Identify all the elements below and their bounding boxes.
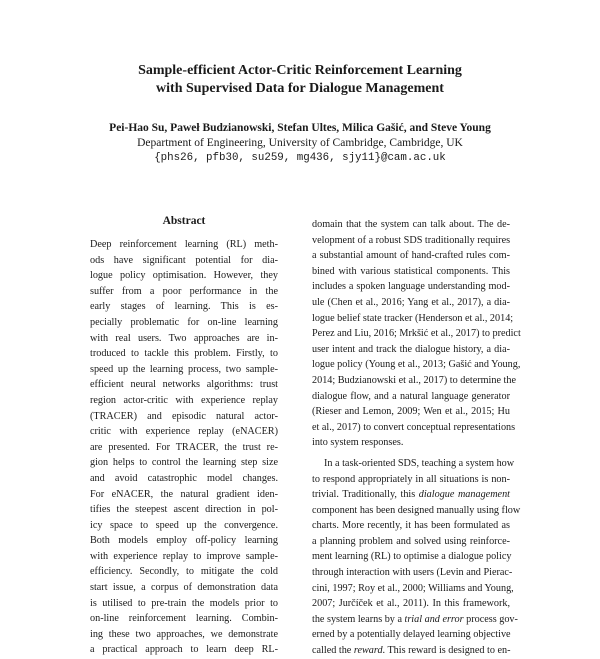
intro-line	[312, 612, 518, 628]
abstract-line: logue policy optimisation. However, they	[90, 270, 278, 282]
line-text: process gov-	[463, 613, 518, 625]
intro-line	[312, 549, 510, 565]
abstract-line: Deep reinforcement learning (RL) meth-	[90, 239, 278, 250]
intro-line	[312, 565, 513, 581]
abstract-line: early stages of learning. This is es-	[90, 301, 278, 313]
abstract-line: is utilised to pre-train the models prior to	[90, 597, 278, 609]
line-text: called the	[312, 645, 354, 657]
intro-line	[312, 643, 510, 659]
intro-line: velopment of a robust SDS traditionally requires	[312, 234, 511, 246]
paper-title	[0, 62, 600, 98]
abstract-line: ods have significant potential for dia-	[90, 254, 278, 266]
abstract-line: efficient neural networks algorithms: trust	[90, 379, 278, 391]
intro-line: et al., 2017) to convert conceptual representations	[312, 421, 516, 433]
abstract-line: pecially problematic for on-line learning	[90, 316, 278, 328]
abstract-line: and avoid catastrophic model changes.	[90, 472, 278, 484]
intro-line	[312, 518, 510, 534]
line-text: component has been designed manually using flow	[312, 504, 521, 516]
author-emails: {phs26, pfb30, su259, mg436, sjy11}@cam.ac.uk	[154, 152, 446, 164]
emphasized-term: reward	[353, 645, 383, 657]
line-text: to respond appropriately in all situations is non-	[312, 473, 510, 485]
title-line-1: Sample-efficient Actor-Critic Reinforcement Learning	[138, 63, 462, 78]
line-text: cini, 1997; Roy et al., 2000; Williams and Young,	[312, 582, 514, 594]
abstract-line: with experience replay to improve sample-	[90, 550, 278, 562]
line-text: In a task-oriented SDS, teaching a system how	[324, 457, 515, 469]
intro-line	[312, 472, 510, 488]
intro-line: a substantial amount of hand-crafted rules com-	[312, 250, 510, 262]
abstract-line: (TRACER) and episodic natural actor-	[90, 410, 278, 422]
abstract-line: tifies the steepest ascent direction in pol-	[90, 504, 278, 516]
intro-line: user intent and track the dialogue history, a dia-	[312, 343, 510, 355]
intro-line: Perez and Liu, 2016; Mrkšić et al., 2017) to predict	[312, 328, 521, 340]
intro-line: 2014; Budzianowski et al., 2017) to determine the	[312, 374, 516, 386]
title-line-2: with Supervised Data for Dialogue Management	[156, 81, 444, 96]
intro-line	[312, 534, 510, 550]
intro-line	[312, 456, 515, 472]
abstract-line: with real users. Two approaches are in-	[90, 332, 278, 344]
intro-line	[312, 596, 510, 612]
intro-line: (Rieser and Lemon, 2009; Wen et al., 2015; Hu	[312, 406, 510, 418]
abstract-line: critic with experience replay (eNACER)	[90, 426, 278, 438]
intro-line: logue policy (Young et al., 2013; Gašić and Young,	[312, 359, 521, 371]
abstract-line: For eNACER, the natural gradient iden-	[90, 488, 278, 500]
line-text: a planning problem and solved using reinforce-	[312, 535, 510, 547]
intro-line: includes a spoken language understanding mod-	[312, 281, 510, 293]
abstract-line: efficiency. Secondly, to mitigate the cold	[90, 566, 278, 578]
abstract-line: a practical approach to learn deep RL-	[90, 644, 278, 656]
line-text: 2007; Jurčíček et al., 2011). In this framework,	[312, 598, 510, 610]
emphasized-term: dialogue management	[418, 489, 510, 501]
intro-line: domain that the system can talk about. The de-	[312, 219, 510, 230]
line-text: erned by a potentially delayed learning objective	[312, 629, 511, 641]
line-text: through interaction with users (Levin and Pierac-	[312, 567, 513, 579]
abstract-line: troduced to tackle this problem. Firstly, to	[90, 348, 278, 360]
abstract-heading: Abstract	[162, 215, 206, 227]
intro-line	[312, 503, 521, 519]
intro-line: bined with various statistical components. This	[312, 265, 510, 277]
abstract-line: gion helps to control the learning step size	[90, 457, 278, 469]
intro-line: dialogue flow, and a natural language generator	[312, 390, 510, 402]
line-text: the system learns by a	[312, 613, 405, 625]
affiliation: Department of Engineering, University of Cambridge, Cambridge, UK	[137, 137, 463, 149]
abstract-line: are presented. For TRACER, the trust re-	[90, 441, 278, 453]
abstract-line: region actor-critic with experience replay	[90, 394, 278, 406]
abstract-line: speed up the learning process, two sample-	[90, 363, 278, 375]
emphasized-term: trial and error	[404, 613, 464, 625]
line-text: . This reward is designed to en-	[382, 645, 511, 657]
line-text: trivial. Traditionally, this	[312, 489, 419, 501]
abstract-line: on-line reinforcement learning. Combin-	[90, 613, 278, 625]
abstract-line: Both models employ off-policy learning	[90, 535, 278, 547]
line-text: charts. More recently, it has been formulated as	[312, 520, 510, 532]
abstract-line: icy space to speed up the convergence.	[90, 519, 278, 531]
intro-line	[312, 627, 510, 643]
abstract-line: ing these two approaches, we demonstrate	[90, 628, 278, 640]
intro-line	[312, 487, 510, 503]
abstract-line: suffer from a poor performance in the	[90, 285, 278, 297]
intro-line: into system responses.	[312, 437, 404, 449]
intro-column	[312, 217, 521, 659]
intro-line: ule (Chen et al., 2016; Yang et al., 2017), a dia-	[312, 296, 510, 308]
intro-line: logue belief state tracker (Henderson et al., 2014;	[312, 312, 514, 324]
intro-line	[312, 581, 514, 597]
abstract-body	[90, 237, 278, 658]
line-text: ment learning (RL) to optimise a dialogue policy	[312, 551, 512, 563]
abstract-line: start issue, a corpus of demonstration data	[90, 582, 278, 594]
author-list: Pei-Hao Su, Paweł Budzianowski, Stefan Ultes, Milica Gašić, and Steve Young	[109, 122, 491, 134]
